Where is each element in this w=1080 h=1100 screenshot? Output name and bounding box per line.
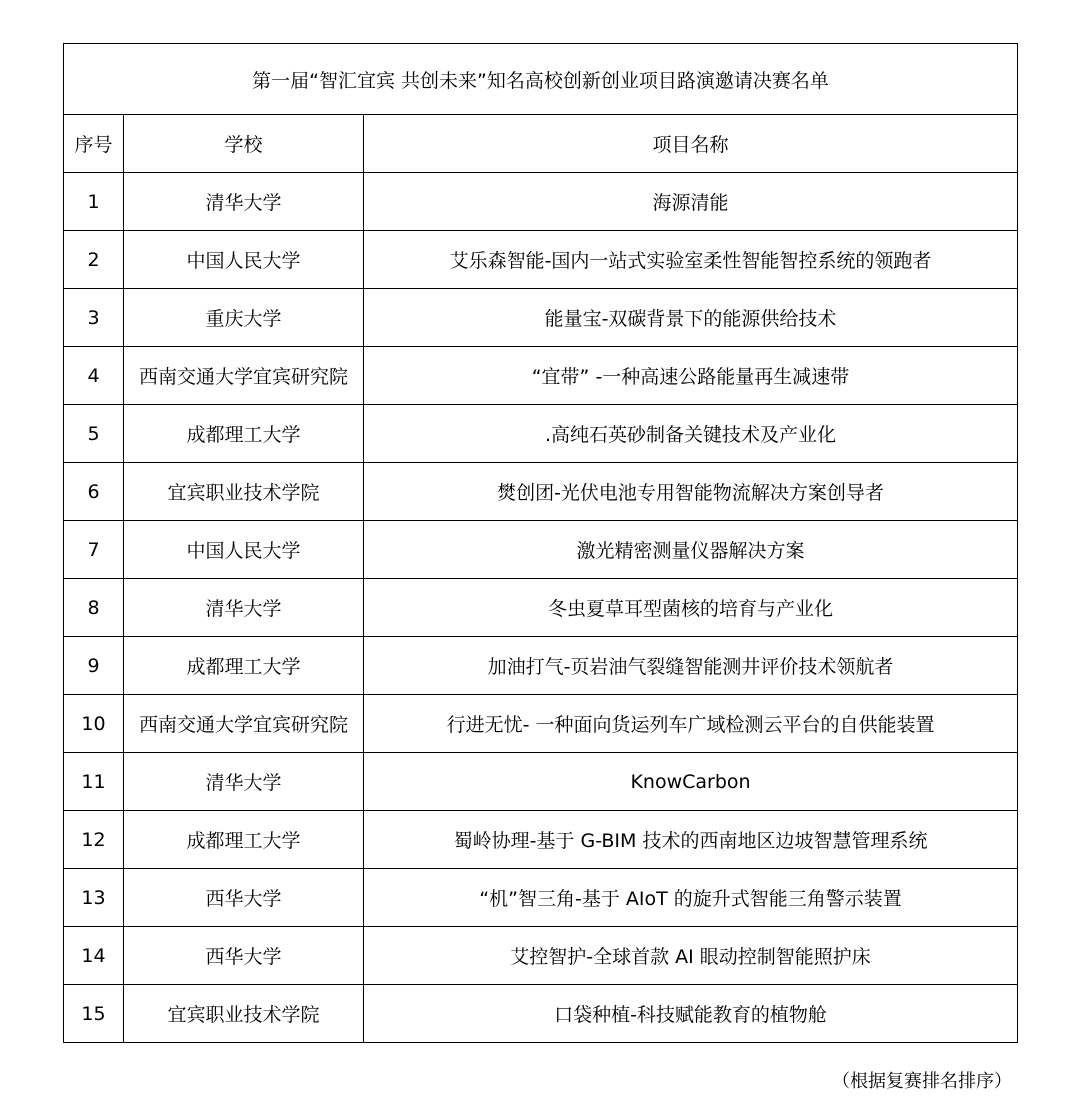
cell-school: 清华大学 xyxy=(124,579,364,637)
table-title: 第一届“智汇宜宾 共创未来”知名高校创新创业项目路演邀请决赛名单 xyxy=(64,44,1018,115)
table-row xyxy=(64,637,1018,695)
cell-index: 15 xyxy=(64,985,124,1043)
cell-index: 7 xyxy=(64,521,124,579)
cell-school: 清华大学 xyxy=(124,173,364,231)
cell-project: 海源清能 xyxy=(364,173,1018,231)
cell-school: 重庆大学 xyxy=(124,289,364,347)
table-row xyxy=(64,927,1018,985)
header-school: 学校 xyxy=(124,115,364,173)
cell-project: 口袋种植-科技赋能教育的植物舱 xyxy=(364,985,1018,1043)
cell-project: 加油打气-页岩油气裂缝智能测井评价技术领航者 xyxy=(364,637,1018,695)
table-row xyxy=(64,289,1018,347)
table-header-row xyxy=(64,115,1018,173)
table-row xyxy=(64,753,1018,811)
cell-index: 1 xyxy=(64,173,124,231)
cell-project: 艾乐森智能-国内一站式实验室柔性智能智控系统的领跑者 xyxy=(364,231,1018,289)
cell-index: 9 xyxy=(64,637,124,695)
cell-school: 西南交通大学宜宾研究院 xyxy=(124,695,364,753)
cell-school: 中国人民大学 xyxy=(124,231,364,289)
table-row xyxy=(64,695,1018,753)
cell-project: “机”智三角-基于 AIoT 的旋升式智能三角警示装置 xyxy=(364,869,1018,927)
ranking-footnote: （根据复赛排名排序） xyxy=(832,1071,1012,1092)
table-row xyxy=(64,173,1018,231)
header-project: 项目名称 xyxy=(364,115,1018,173)
table-row xyxy=(64,347,1018,405)
table-row xyxy=(64,811,1018,869)
cell-project: KnowCarbon xyxy=(364,753,1018,811)
cell-project: 激光精密测量仪器解决方案 xyxy=(364,521,1018,579)
cell-index: 11 xyxy=(64,753,124,811)
table-row xyxy=(64,985,1018,1043)
cell-index: 10 xyxy=(64,695,124,753)
cell-school: 西华大学 xyxy=(124,927,364,985)
cell-index: 12 xyxy=(64,811,124,869)
cell-index: 8 xyxy=(64,579,124,637)
cell-project: .高纯石英砂制备关键技术及产业化 xyxy=(364,405,1018,463)
finalist-table xyxy=(63,43,1018,1043)
header-index: 序号 xyxy=(64,115,124,173)
cell-project: 蜀岭协理-基于 G-BIM 技术的西南地区边坡智慧管理系统 xyxy=(364,811,1018,869)
table-row xyxy=(64,869,1018,927)
finalist-list-document xyxy=(63,43,1017,1043)
table-title-row xyxy=(64,44,1018,115)
cell-index: 4 xyxy=(64,347,124,405)
cell-school: 成都理工大学 xyxy=(124,405,364,463)
cell-school: 成都理工大学 xyxy=(124,637,364,695)
table-row xyxy=(64,405,1018,463)
cell-index: 2 xyxy=(64,231,124,289)
cell-index: 14 xyxy=(64,927,124,985)
cell-school: 中国人民大学 xyxy=(124,521,364,579)
cell-project: “宜带” -一种高速公路能量再生减速带 xyxy=(364,347,1018,405)
cell-project: 燓创团-光伏电池专用智能物流解决方案创导者 xyxy=(364,463,1018,521)
table-row xyxy=(64,521,1018,579)
cell-index: 5 xyxy=(64,405,124,463)
table-row xyxy=(64,463,1018,521)
table-row xyxy=(64,231,1018,289)
cell-school: 西南交通大学宜宾研究院 xyxy=(124,347,364,405)
table-row xyxy=(64,579,1018,637)
cell-index: 3 xyxy=(64,289,124,347)
cell-project: 行进无忧- 一种面向货运列车广域检测云平台的自供能装置 xyxy=(364,695,1018,753)
cell-school: 成都理工大学 xyxy=(124,811,364,869)
cell-school: 宜宾职业技术学院 xyxy=(124,985,364,1043)
cell-project: 能量宝-双碳背景下的能源供给技术 xyxy=(364,289,1018,347)
cell-project: 艾控智护-全球首款 AI 眼动控制智能照护床 xyxy=(364,927,1018,985)
cell-index: 13 xyxy=(64,869,124,927)
cell-school: 宜宾职业技术学院 xyxy=(124,463,364,521)
cell-school: 西华大学 xyxy=(124,869,364,927)
cell-school: 清华大学 xyxy=(124,753,364,811)
cell-index: 6 xyxy=(64,463,124,521)
cell-project: 冬虫夏草耳型菌核的培育与产业化 xyxy=(364,579,1018,637)
